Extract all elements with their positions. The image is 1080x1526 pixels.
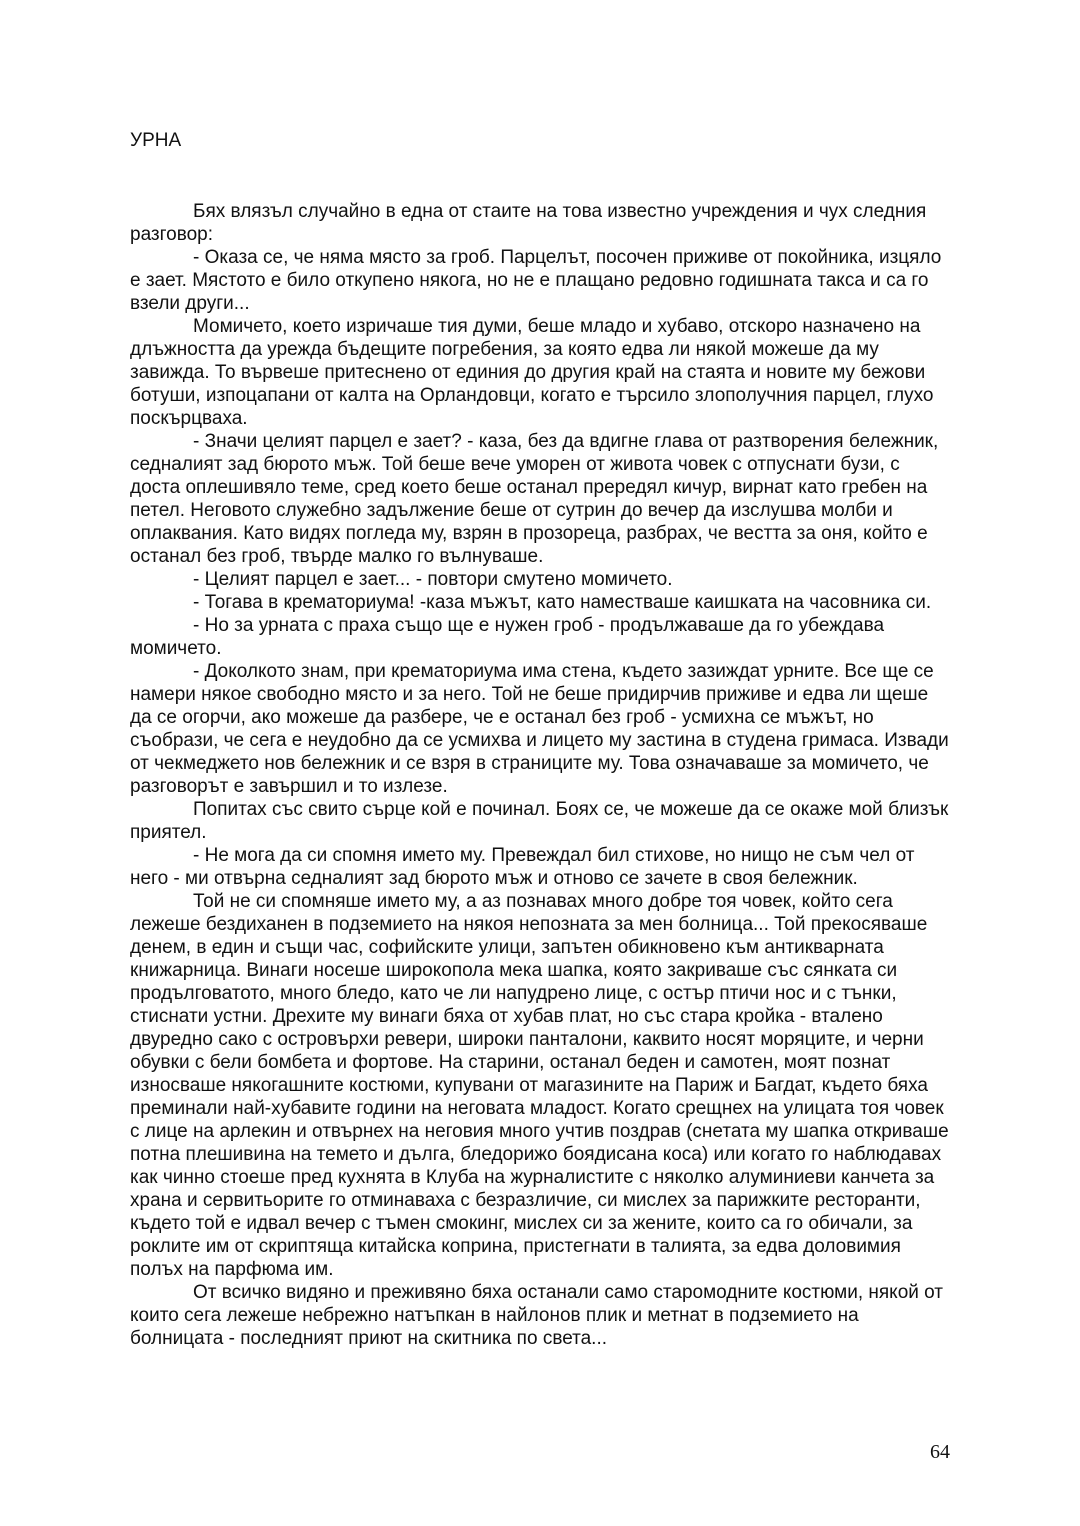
page-title: УРНА xyxy=(130,130,182,151)
paragraph: - Доколкото знам, при крематориума има стена, където зазиждат урните. Все ще се намери някое свободно място и за него. Той не беше придирчив приживе и едва ли щеше да се огорчи, ако можеше да разбере, че е останал без гроб - усмихна се мъжът, но съобрази, че сега е неудобно да се усмихва и лицето му застина в студена гримаса. Извади от чекмеджето нов бележник и се взря в страниците му. Това означаваше за момичето, че разговорът е завършил и то излезе. xyxy=(130,661,949,797)
paragraph: Момичето, което изричаше тия думи, беше младо и хубаво, отскоро назначено на длъжността да урежда бъдещите погребения, за която едва ли някой можеше да му завижда. То вървеше притеснено от единия до другия край на стаята и новите му бежови ботуши, изпоцапани от калта на Орландовци, когато е търсило злополучния парцел, глухо поскърцваха. xyxy=(130,316,934,429)
paragraph: Той не си спомняше името му, а аз познавах много добре тоя човек, който сега лежеше бездиханен в подземието на някоя непозната за мен болница... Той прекосяваше денем, в един и същи час, софийските улици, запътен обикновено към антикварната книжарница. Винаги носеше широкопола мека шапка, която закриваше със сянката си продълговатото, много бледо, като че ли напудрено лице, с остър птичи нос и с тънки, стиснати устни. Дрехите му винаги бяха от хубав плат, но със стара кройка - вталено двуредно сако с островърхи ревери, широки панталони, каквито носят моряците, и черни обувки с бели бомбета и фортове. На старини, останал беден и самотен, моят познат износваше някогашните костюми, купувани от магазините на Париж и Багдат, където бяха преминали най-хубавите години на неговата младост. Когато срещнех на улицата тоя човек с лице на арлекин и отвърнех на неговия много учтив поздрав (снетата му шапка откриваше потна плешивина на темето и дълга, бледорижо боядисана коса) или когато го наблюдавах как чинно стоеше пред кухнята в Клуба на журналистите с няколко алуминиеви канчета за храна и сервитьорите го отминаваха с безразличие, си мислех за парижките ресторанти, където той е идвал вечер с тъмен смокинг, мислех си за жените, които са го обичали, за роклите им от скриптяща китайска коприна, пристегнати в талията, за едва доловимия полъх на парфюма им. xyxy=(130,891,949,1280)
paragraph: - Не мога да си спомня името му. Превеждал бил стихове, но нищо не съм чел от него - ми отвърна седналият зад бюрото мъж и отново се зачете в своя бележник. xyxy=(130,845,915,889)
paragraph: - Но за урната с праха също ще е нужен гроб - продължаваше да го убеждава момичето. xyxy=(130,615,885,659)
paragraph: - Целият парцел е зает... - повтори смутено момичето. xyxy=(193,569,673,590)
paragraph: Попитах със свито сърце кой е починал. Боях се, че можеше да се окаже мой близък приятел. xyxy=(130,799,949,843)
paragraph: - Тогава в крематориума! -каза мъжът, като наместваше каишката на часовника си. xyxy=(193,592,932,613)
body-text xyxy=(130,200,952,1350)
paragraph: От всичко видяно и преживяно бяха останали само старомодните костюми, някой от които сега лежеше небрежно натъпкан в найлонов плик и метнат в подземието на болницата - последният приют на скитника по света... xyxy=(130,1282,944,1349)
page-number: 64 xyxy=(930,1441,950,1463)
paragraph: - Оказа се, че няма място за гроб. Парцелът, посочен приживе от покойника, изцяло е зает. Мястото е било откупено някога, но не е плащано редовно годишната такса и са го взели други... xyxy=(130,247,942,314)
paragraph: - Значи целият парцел е зает? - каза, без да вдигне глава от разтворения бележник, седналият зад бюрото мъж. Той беше вече уморен от живота човек с отпуснати бузи, с доста оплешивяло теме, сред което беше останал прередял кичур, вирнат като гребен на петел. Неговото служебно задължение беше от сутрин до вечер да изслушва молби и оплаквания. Като видях погледа му, взрян в прозореца, разбрах, че вестта за оня, който е останал без гроб, твърде малко го вълнуваше. xyxy=(130,431,939,567)
paragraph: Бях влязъл случайно в една от стаите на това известно учреждения и чух следния разговор: xyxy=(130,201,927,245)
